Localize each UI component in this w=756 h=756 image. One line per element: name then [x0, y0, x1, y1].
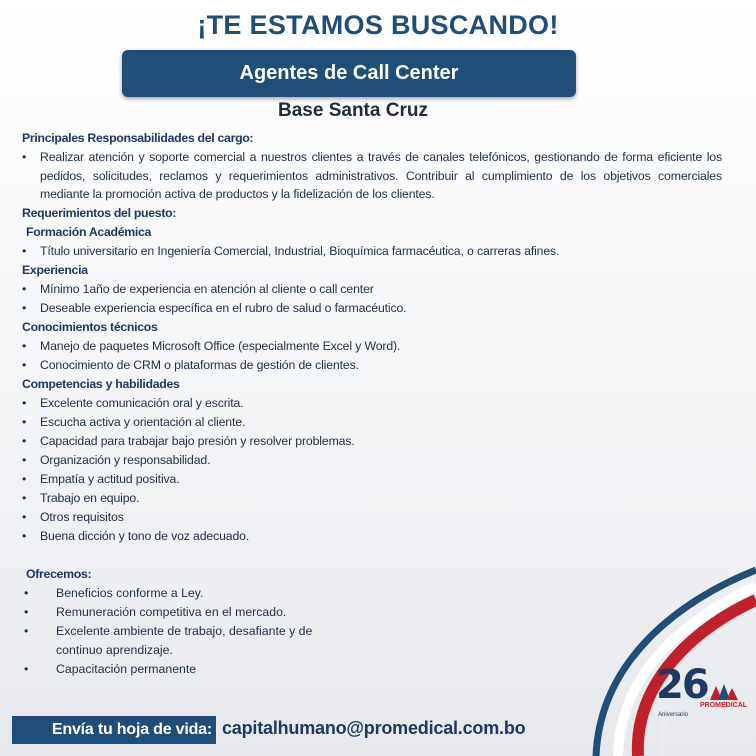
list-item: • Remuneración competitiva en el mercado.	[22, 603, 322, 622]
list-item: • Capacitación permanente	[22, 660, 322, 679]
position-title: Agentes de Call Center	[239, 62, 459, 84]
apply-cta	[12, 716, 216, 744]
decorative-swoosh	[560, 560, 756, 756]
list-item: • Mínimo 1año de experiencia en atención al cliente o call center	[22, 280, 722, 299]
logo-brand: PROMEDICAL	[700, 702, 748, 709]
logo-mark-icon	[710, 682, 740, 700]
contact-email[interactable]: capitalhumano@promedical.com.bo	[222, 718, 526, 738]
list-item: • Conocimiento de CRM o plataformas de gestión de clientes.	[22, 356, 722, 375]
logo-subtitle: Aniversario	[658, 712, 689, 718]
list-item: • Trabajo en equipo.	[22, 489, 722, 508]
education-list	[22, 242, 722, 261]
offers-list	[22, 584, 322, 679]
list-item: • Organización y responsabilidad.	[22, 451, 722, 470]
list-item: • Excelente ambiente de trabajo, desafiante y de continuo aprendizaje.	[22, 622, 322, 660]
list-item: • Escucha activa y orientación al cliente.	[22, 413, 722, 432]
list-item: • Otros requisitos	[22, 508, 722, 527]
knowledge-heading: Conocimientos técnicos	[22, 319, 158, 334]
list-item: • Manejo de paquetes Microsoft Office (especialmente Excel y Word).	[22, 337, 722, 356]
education-heading: Formación Académica	[26, 224, 152, 239]
skills-heading: Competencias y habilidades	[22, 376, 180, 391]
list-item: • Realizar atención y soporte comercial a nuestros clientes a través de canales telefónicos, gestionando de forma eficiente los pedidos, solicitudes, reclamos y requerimientos administrativos. Contribuir al cumplimiento de los objetivos comerciales mediante la promoción activa de productos y la fidelización de los clientes.	[22, 148, 722, 204]
knowledge-list	[22, 337, 722, 375]
list-item: • Buena dicción y tono de voz adecuado.	[22, 527, 722, 546]
offers-section	[22, 565, 322, 679]
responsibilities-list	[22, 148, 722, 204]
requirements-heading: Requerimientos del puesto:	[22, 205, 177, 220]
anniversary-logo	[656, 662, 748, 718]
experience-list	[22, 280, 722, 318]
location-subtitle: Base Santa Cruz	[278, 100, 428, 121]
list-item: • Empatía y actitud positiva.	[22, 470, 722, 489]
list-item: • Beneficios conforme a Ley.	[22, 584, 322, 603]
responsibilities-heading: Principales Responsabilidades del cargo:	[22, 131, 254, 145]
apply-cta-label: Envía tu hoja de vida:	[51, 721, 212, 738]
list-item: • Deseable experiencia específica en el rubro de salud o farmacéutico.	[22, 299, 722, 318]
list-item: • Excelente comunicación oral y escrita.	[22, 394, 722, 413]
position-banner	[122, 50, 576, 97]
experience-heading: Experiencia	[22, 262, 88, 277]
list-item: • Título universitario en Ingeniería Comercial, Industrial, Bioquímica farmacéutica, o carreras afines.	[22, 242, 722, 261]
logo-number: 26	[656, 662, 708, 708]
offers-heading: Ofrecemos:	[26, 567, 92, 581]
job-details	[22, 129, 722, 546]
headline: ¡TE ESTAMOS BUSCANDO!	[197, 10, 559, 40]
skills-list	[22, 394, 722, 546]
list-item: • Capacidad para trabajar bajo presión y resolver problemas.	[22, 432, 722, 451]
